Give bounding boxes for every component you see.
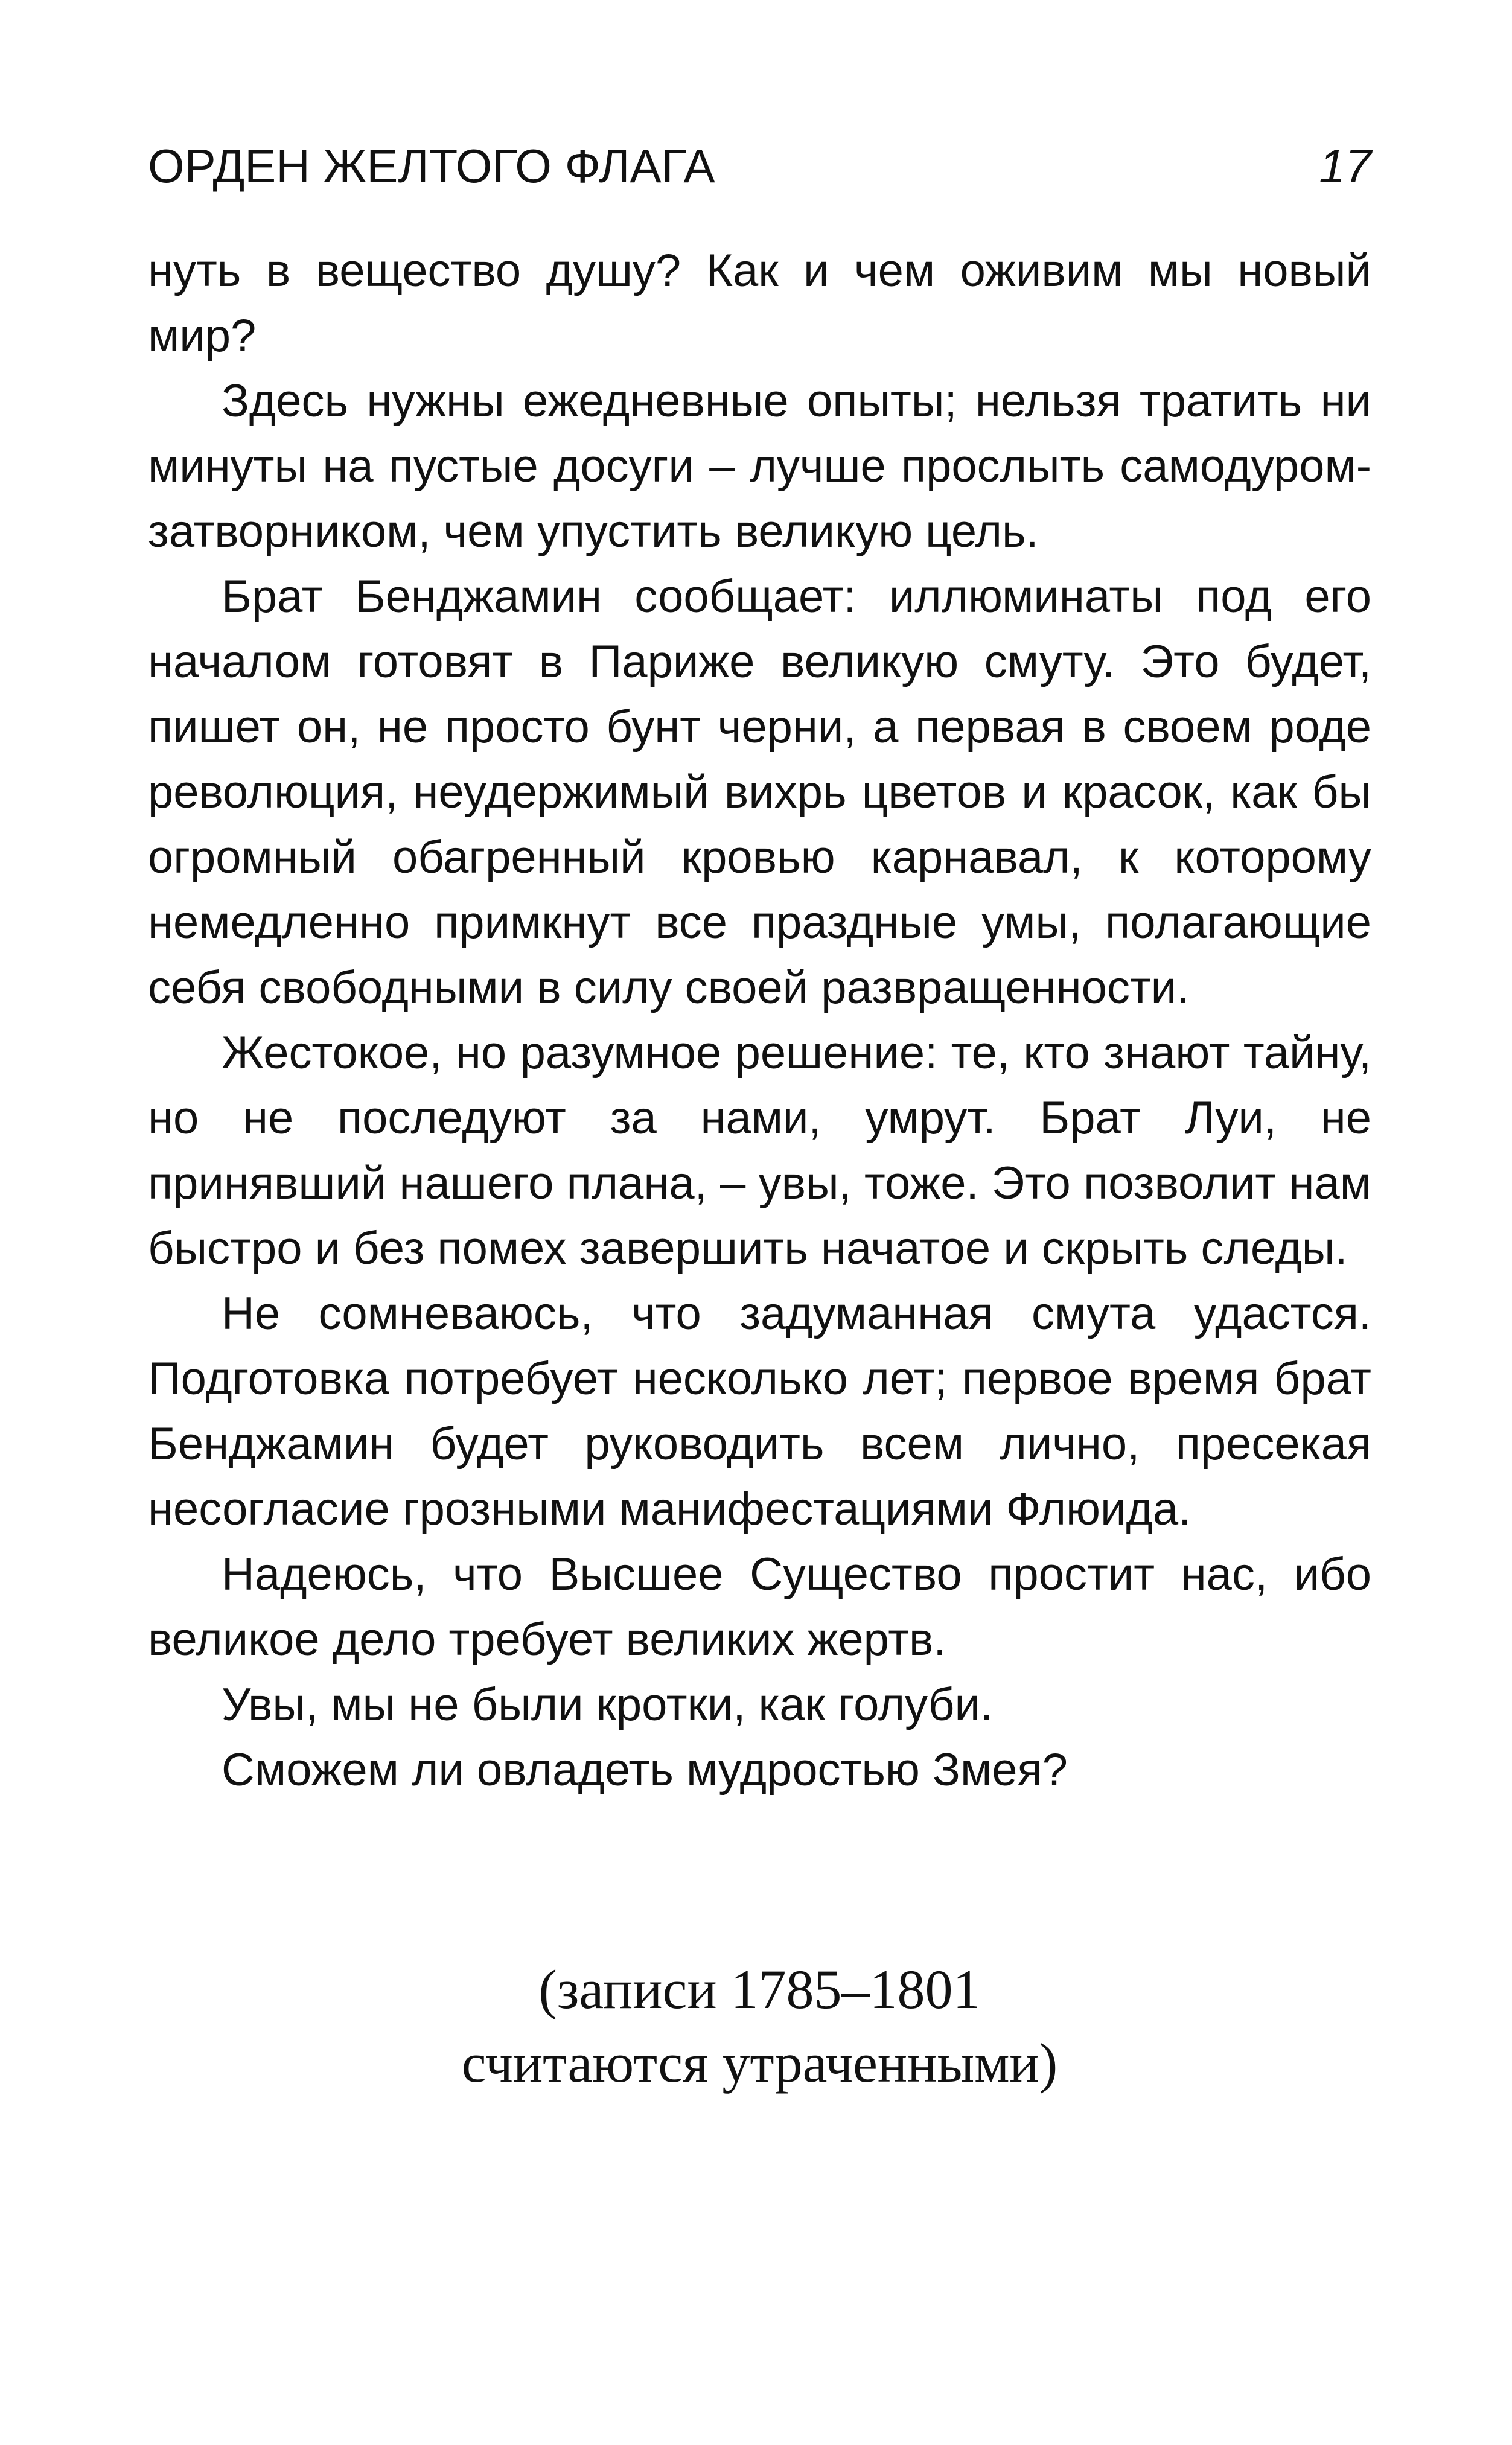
- paragraph: Брат Бенджамин сообщает: иллюминаты под его началом готовят в Париже великую смуту. Это будет, пишет он, не просто бунт черни, а первая в своем роде революция, неудержимый вихрь цветов и красок, как бы огромный обагренный кровью карнавал, к которому немедленно примкнут все праздные умы, полагающие себя свободными в силу своей развращенности.: [148, 571, 1371, 1013]
- paragraph-continuation: нуть в вещество душу? Как и чем оживим мы новый мир?: [148, 245, 1371, 362]
- paragraph: Не сомневаюсь, что задуманная смута удастся. Подготовка потребует несколько лет; первое время брат Бенджамин будет руководить всем лично, пресекая несогласие грозными манифестациями Флюида.: [148, 1288, 1371, 1535]
- closing-note: [148, 1952, 1371, 2100]
- paragraph: Здесь нужны ежедневные опыты; нельзя тратить ни минуты на пустые досуги – лучше прослыть самодуром-затворником, чем упустить великую цель.: [148, 375, 1371, 557]
- running-title: ОРДЕН ЖЕЛТОГО ФЛАГА: [148, 139, 715, 193]
- running-header: [148, 130, 1371, 202]
- paragraph: Увы, мы не были кротки, как голуби.: [222, 1679, 994, 1730]
- closing-note-line: (записи 1785–1801: [538, 1959, 981, 2020]
- body-text: [148, 238, 1371, 1803]
- paragraph: Надеюсь, что Высшее Существо простит нас, ибо великое дело требует великих жертв.: [148, 1549, 1371, 1665]
- page-number: 17: [1319, 139, 1371, 193]
- closing-note-line: считаются утраченными): [461, 2032, 1058, 2094]
- paragraph: Сможем ли овладеть мудростью Змея?: [222, 1744, 1068, 1796]
- paragraph: Жестокое, но разумное решение: те, кто знают тайну, но не последуют за нами, умрут. Брат Луи, не принявший нашего плана, – увы, тоже. Это позволит нам быстро и без помех завершить начатое и скрыть следы.: [148, 1027, 1371, 1274]
